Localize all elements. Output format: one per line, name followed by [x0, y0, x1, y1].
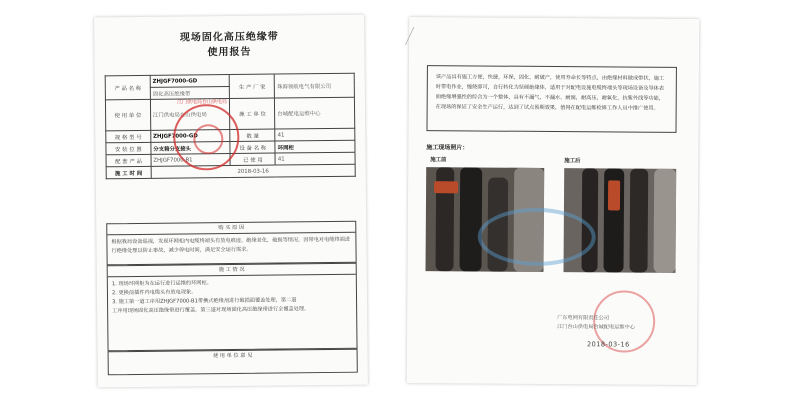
purchase-reason-section: [106, 221, 356, 266]
insulation-band: [434, 181, 458, 193]
cabinet-panel: [654, 169, 677, 273]
qty-value: 41: [275, 128, 355, 141]
after-label: 施工后: [564, 158, 581, 165]
table-row: [106, 164, 355, 179]
product-name: 固化高压绝缘带: [150, 87, 230, 100]
opinion-section: [108, 349, 358, 376]
construction-section: [107, 263, 358, 352]
kit-qty-value: 41: [275, 152, 355, 165]
issue-date: 2018-03-16: [586, 340, 630, 349]
official-seal: [173, 99, 240, 171]
seal-text: 江门供电局台山供电局: [176, 99, 228, 106]
equipment-value: 环网柜: [275, 140, 355, 153]
kit-label: 配 套 产 品: [106, 154, 151, 166]
builder-value: 台城配电运维中心: [275, 97, 355, 129]
builder-label: 施 工 单 位: [230, 98, 275, 129]
watermark-logo: [478, 207, 596, 266]
issuer-name: 广东电网有限责任公司: [557, 315, 610, 322]
date-label: 施 工 时 间: [106, 166, 151, 178]
product-model: ZHJGF7000-GD: [150, 75, 230, 88]
insulation-band: [608, 180, 620, 210]
user-label: 使 用 单 位: [105, 99, 150, 130]
user-value: 江门供电局台山供电局: [150, 99, 230, 131]
construction-item: 2. 更换前插件内电缆头有放电现象。: [111, 289, 197, 297]
used-label: 已 使 用: [230, 153, 275, 165]
kit-value: ZHJGF7000-B1: [151, 154, 231, 167]
qty-label: 数 量: [230, 129, 275, 141]
date-value: 2018-03-16: [151, 164, 355, 178]
construction-item: 3. 施工第一道工序用ZHJGF7000-B1带携式绝缘剂进行破损面覆盖处理，第二道: [112, 297, 297, 306]
spec-label: 规 格 型 号: [106, 130, 151, 142]
report-title: 现场固化高压绝缘带: [179, 31, 279, 44]
opinion-header: 使 用 单 位 意 见: [212, 352, 253, 360]
report-page-left: [94, 15, 368, 388]
construction-header: 施 工 情 况: [108, 264, 356, 278]
position-value: 分支箱分支接头: [151, 142, 231, 155]
photo-section-label: 施工现场照片：: [426, 144, 469, 152]
construction-item: 工序用现场固化高压绝缘带进行覆盖，第三道对现场固化高压绝缘带进行全覆盖处理。: [112, 306, 310, 315]
scribble-mark: [405, 27, 445, 45]
report-subtitle: 使用报告: [207, 46, 252, 59]
issuer-department: 江门台山供电局台城配电运维中心: [557, 324, 635, 331]
report-page-right: [407, 17, 700, 385]
equipment-label: 设 备 名 称: [230, 141, 275, 153]
product-summary: 该产品具有施工方便，快捷，环保，固化，耐破产，使用寿命长等特点，由绝缘材料做成带状，施工时带电作业，缠绕即可，自行转化为坚硬绝缘体，适用于对配电设施电缆终端头等现场设备及导体表面绝缘增强性的综合为一个整体，具有不漏气，不漏水，耐腐，耐高压，耐氧化，抗紫外线等功能，在现场的保证了安全生产运行，达到了试点预期效果，值得在配电运维检修工作人员中推广使用。: [426, 65, 676, 133]
purchase-reason-header: 购 买 原 因: [107, 222, 355, 236]
maker-value: 珠海领航电气有限公司: [274, 73, 354, 98]
position-label: 安 装 位 置: [106, 142, 151, 154]
purchase-reason-text: 根据我局设备巡视，发现环网柜内电缆终端头有放电痕迹，绝缘老化，破损等情况，因带电对电缆终端进行绝缘处理以防止事故，减少停电时间，满足安全运行需求。: [111, 236, 351, 255]
product-label: 产 品 名 称: [105, 75, 150, 99]
spec-value: ZHJGF7000-GD: [151, 130, 231, 143]
maker-label: 生 产 厂 家: [230, 74, 275, 98]
construction-item: 1. 现场环网柜为在运行进行运维的环网柜。: [111, 280, 212, 288]
cable-shape: [630, 169, 649, 273]
before-label: 施工前: [430, 157, 447, 164]
cable-shape: [460, 167, 483, 271]
